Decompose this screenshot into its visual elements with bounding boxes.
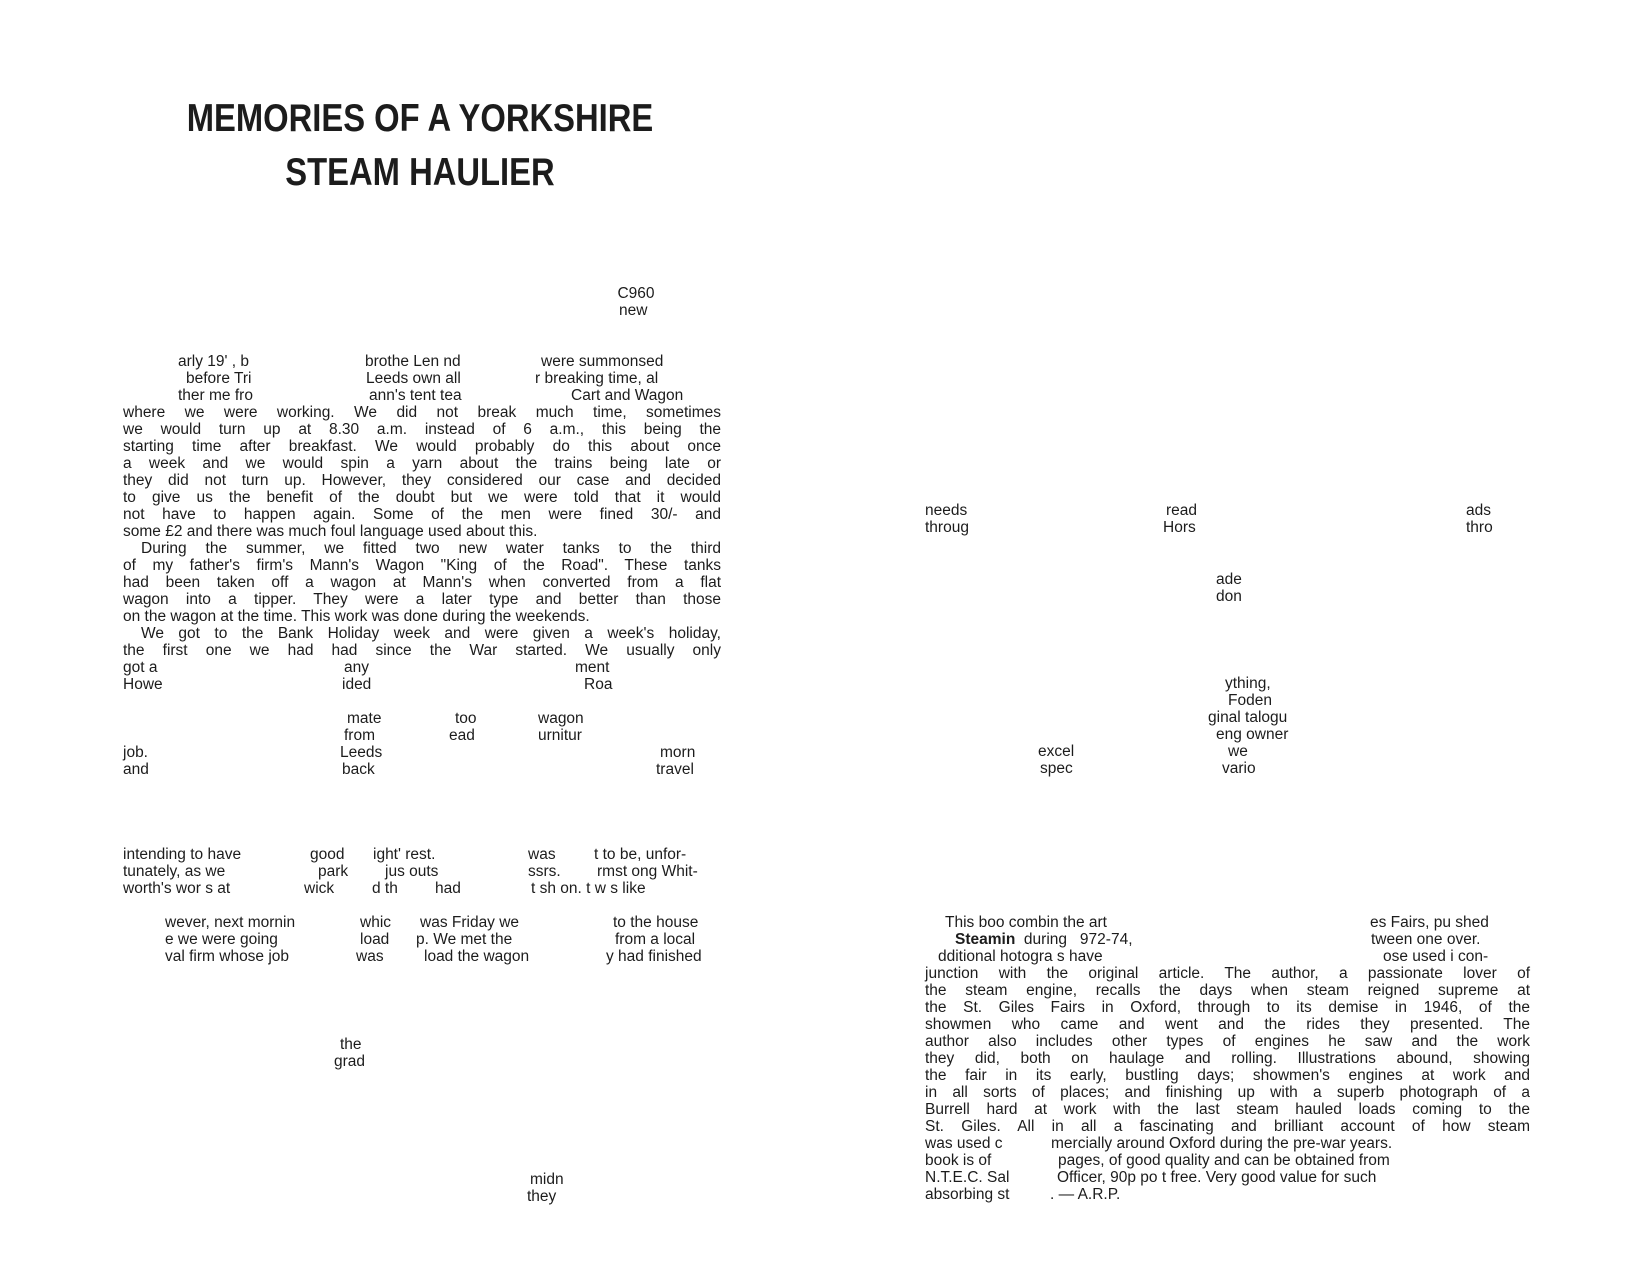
text-fragment: ment — [575, 659, 610, 676]
caption-code: C960 — [617, 285, 655, 302]
text-fragment: grad — [334, 1053, 366, 1070]
text-fragment: es Fairs, pu shed — [1370, 914, 1489, 931]
text-fragment: load — [360, 931, 390, 948]
paragraph-line: the steam engine, recalls the days when steam reigned supreme at — [925, 982, 1530, 999]
paragraph-3 — [123, 625, 721, 659]
paragraph-line: the fair in its early, bustling days; showmen's engines at work and — [925, 1067, 1530, 1084]
text-fragment: rmst ong Whit- — [597, 863, 698, 880]
text-fragment: ight' rest. — [373, 846, 436, 863]
text-fragment: dditional hotogra s have — [938, 948, 1103, 965]
text-fragment: good — [310, 846, 345, 863]
text-fragment: arly 19' , b — [178, 353, 250, 370]
text-fragment: ided — [342, 676, 372, 693]
text-fragment: were summonsed — [541, 353, 664, 370]
paragraph-line: wagon into a tipper. They were a later type and better than those — [123, 591, 721, 608]
text-fragment: intending to have — [123, 846, 242, 863]
paragraph-line: a week and we would spin a yarn about the trains being late or — [123, 455, 721, 472]
text-fragment: we — [1228, 743, 1248, 760]
paragraph-2 — [123, 540, 721, 625]
text-fragment: morn — [660, 744, 696, 761]
text-fragment: y had finished — [606, 948, 702, 965]
text-fragment: Howe — [123, 676, 163, 693]
text-fragment — [955, 931, 1133, 948]
text-fragment: r breaking time, al — [535, 370, 659, 387]
text-fragment: Officer, 90p po t free. Very good value for such — [1057, 1169, 1377, 1186]
text-fragment: before Tri — [186, 370, 252, 387]
book-title-fragment: Steamin — [955, 931, 1016, 948]
paragraph-line: of my father's firm's Mann's Wagon "King of the Road". These tanks — [123, 557, 721, 574]
caption-sub: new — [619, 302, 648, 319]
text-fragment: was — [528, 846, 556, 863]
text-fragment: tunately, as we — [123, 863, 226, 880]
text-fragment: tween one over. — [1371, 931, 1481, 948]
paragraph-line: We got to the Bank Holiday week and were given a week's holiday, — [141, 625, 721, 642]
text-fragment: to the house — [613, 914, 699, 931]
text-fragment: job. — [123, 744, 148, 761]
text-fragment: ything, — [1225, 675, 1271, 692]
text-fragment: and — [123, 761, 149, 778]
paragraph-line: starting time after breakfast. We would probably do this about once — [123, 438, 721, 455]
text-fragment: got a — [123, 659, 158, 676]
text-fragment: worth's wor s at — [123, 880, 231, 897]
text-fragment: back — [342, 761, 375, 778]
text-fragment: t to be, unfor- — [594, 846, 687, 863]
text-fragment: ade — [1216, 571, 1242, 588]
text-fragment: had — [435, 880, 461, 897]
text-fragment: ssrs. — [528, 863, 561, 880]
text-fragment: pages, of good quality and can be obtained from — [1058, 1152, 1390, 1169]
text-fragment: urnitur — [538, 727, 582, 744]
text-fragment: Leeds own all — [366, 370, 461, 387]
text-fragment: read — [1166, 502, 1198, 519]
paragraph-line: they did not turn up. However, they considered our case and decided — [123, 472, 721, 489]
text-fragment: ther me fro — [178, 387, 253, 404]
paragraph-line: to give us the benefit of the doubt but we were told that it would — [123, 489, 721, 506]
paragraph-line: St. Giles. All in all a fascinating and brilliant account of how steam — [925, 1118, 1530, 1135]
paragraph-1 — [123, 404, 721, 540]
text-fragment: ead — [449, 727, 475, 744]
article-title — [168, 92, 672, 200]
text-fragment: t sh on. t w s like — [531, 880, 646, 897]
text-fragment: they — [527, 1188, 557, 1205]
text-fragment: absorbing st — [925, 1186, 1010, 1203]
text-fragment: wever, next mornin — [165, 914, 296, 931]
text-fragment: e we were going — [165, 931, 278, 948]
text-fragment: val firm whose job — [165, 948, 290, 965]
text-fragment: wagon — [538, 710, 584, 727]
text-fragment: brothe Len nd — [365, 353, 461, 370]
paragraph-line: not have to happen again. Some of the men were fined 30/- and — [123, 506, 721, 523]
text-fragment: eng owner — [1216, 726, 1289, 743]
text-fragment: was used c — [925, 1135, 1003, 1152]
text-fragment: . — A.R.P. — [1050, 1186, 1121, 1203]
text-fragment: throug — [925, 519, 969, 536]
text-fragment: from a local — [615, 931, 696, 948]
text-fragment: p. We met the — [416, 931, 513, 948]
text-fragment: Foden — [1228, 692, 1272, 709]
paragraph-line: had been taken off a wagon at Mann's when converted from a flat — [123, 574, 721, 591]
text-fragment: N.T.E.C. Sal — [925, 1169, 1010, 1186]
paragraph-line: author also includes other types of engines he saw and the work — [925, 1033, 1530, 1050]
text-fragment: mate — [347, 710, 382, 727]
title-line-1: MEMORIES OF A YORKSHIRE — [186, 97, 654, 140]
text-fragment: wick — [304, 880, 335, 897]
text-fragment: d th — [372, 880, 398, 897]
text-fragment: too — [455, 710, 477, 727]
paragraph-line: the St. Giles Fairs in Oxford, through to its demise in 1946, of the — [925, 999, 1530, 1016]
text-fragment: This boo combin the art — [945, 914, 1107, 931]
text-fragment: ginal talogu — [1208, 709, 1288, 726]
text-fragment: excel — [1038, 743, 1075, 760]
text-fragment: book is of — [925, 1152, 992, 1169]
paragraph-line: showmen who came and went and the rides they presented. The — [925, 1016, 1530, 1033]
text-fragment: Cart and Wagon — [571, 387, 684, 404]
text-fragment: ads — [1466, 502, 1491, 519]
text-fragment: needs — [925, 502, 968, 519]
text-fragment: Leeds — [340, 744, 383, 761]
paragraph-line: we would turn up at 8.30 a.m. instead of 6 a.m., this being the — [123, 421, 721, 438]
text-fragment: travel — [656, 761, 694, 778]
text-fragment: any — [344, 659, 369, 676]
paragraph-line: the first one we had had since the War started. We usually only — [123, 642, 721, 659]
text-fragment: ann's tent tea — [369, 387, 462, 404]
paragraph-line: on the wagon at the time. This work was done during the weekends. — [123, 608, 590, 625]
paragraph-line: where we were working. We did not break much time, sometimes — [123, 404, 721, 421]
text-fragment: was — [356, 948, 384, 965]
text-fragment: from — [344, 727, 375, 744]
text-fragment: whic — [360, 914, 392, 931]
paragraph-line: some £2 and there was much foul language used about this. — [123, 523, 538, 540]
text-fragment: Roa — [584, 676, 613, 693]
text-fragment: mercially around Oxford during the pre-war years. — [1051, 1135, 1393, 1152]
text-fragment: during 972-74, — [1015, 931, 1133, 948]
title-line-2: STEAM HAULIER — [285, 151, 555, 194]
text-fragment: don — [1216, 588, 1242, 605]
text-fragment: ose used i con- — [1383, 948, 1489, 965]
text-fragment: vario — [1222, 760, 1256, 777]
paragraph-line: junction with the original article. The author, a passionate lover of — [925, 965, 1530, 982]
text-fragment: was Friday we — [420, 914, 520, 931]
text-fragment: spec — [1040, 760, 1073, 777]
text-fragment: Hors — [1163, 519, 1196, 536]
text-fragment: park — [318, 863, 349, 880]
text-fragment: midn — [530, 1171, 564, 1188]
review-body — [925, 965, 1530, 1135]
paragraph-line: During the summer, we fitted two new water tanks to the third — [141, 540, 721, 557]
paragraph-line: Burrell hard at work with the last steam hauled loads coming to the — [925, 1101, 1530, 1118]
paragraph-line: in all sorts of places; and finishing up with a superb photograph of a — [925, 1084, 1530, 1101]
text-fragment: the — [340, 1036, 362, 1053]
text-fragment: thro — [1466, 519, 1493, 536]
paragraph-line: they did, both on haulage and rolling. Illustrations abound, showing — [925, 1050, 1530, 1067]
text-fragment: load the wagon — [424, 948, 530, 965]
text-fragment: jus outs — [385, 863, 439, 880]
